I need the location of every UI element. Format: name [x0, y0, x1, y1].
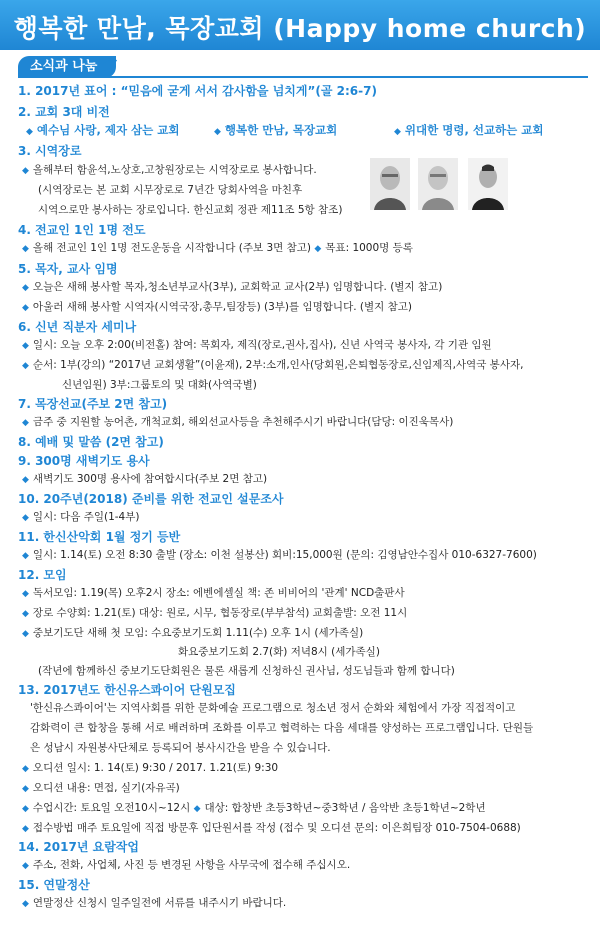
diamond-icon: ◆: [22, 244, 29, 254]
item-14-line-1: ◆ 주소, 전화, 사업체, 사진 등 변경된 사항을 사무국에 접수해 주십시오.: [22, 859, 351, 871]
diamond-icon: ◆: [26, 127, 33, 137]
item-13-line-5: ◆ 오디션 내용: 면접, 실기(자유곡): [22, 782, 180, 794]
item-12-line-5: (작년에 함께하신 중보기도단회원은 물론 새롭게 신청하신 권사님, 성도님들과 함께 합니다): [38, 665, 455, 677]
elder-photo-1: [370, 158, 410, 210]
diamond-icon: ◆: [22, 824, 29, 834]
item-6-line-1: ◆ 일시: 오늘 오후 2:00(비전홀) 참여: 목회자, 제직(장로,권사,집사), 신년 사역국 봉사자, 각 기관 임원: [22, 339, 492, 351]
item-15-heading: 15. 연말정산: [18, 878, 90, 892]
item-10-heading: 10. 20주년(2018) 준비를 위한 전교인 설문조사: [18, 492, 284, 506]
item-10-line-1: ◆ 일시: 다음 주일(1-4부): [22, 511, 140, 523]
vision-3: [394, 122, 544, 138]
diamond-icon: ◆: [22, 341, 29, 351]
item-12-line-4: 화요중보기도회 2.7(화) 저녁8시 (세가족실): [178, 646, 380, 658]
diamond-icon: ◆: [22, 361, 29, 371]
item-12-line-3: ◆ 중보기도단 새해 첫 모임: 수요중보기도회 1.11(수) 오후 1시 (세가족실): [22, 627, 364, 639]
diamond-icon: ◆: [214, 127, 221, 137]
item-15-line-1: ◆ 연말정산 신청시 일주일전에 서류를 내주시기 바랍니다.: [22, 897, 287, 909]
diamond-icon: ◆: [22, 166, 29, 176]
diamond-icon: ◆: [22, 551, 29, 561]
diamond-icon: ◆: [22, 418, 29, 428]
item-8-heading: 8. 예배 및 말씀 (2면 참고): [18, 435, 164, 449]
vision-3-label: 위대한 명령, 선교하는 교회: [404, 123, 544, 137]
diamond-icon: ◆: [22, 764, 29, 774]
item-11-line-1: ◆ 일시: 1.14(토) 오전 8:30 출발 (장소: 이천 설봉산) 회비:15,000원 (문의: 김영남안수집사 010-6327-7600): [22, 549, 537, 561]
diamond-icon: ◆: [193, 804, 201, 814]
vision-2: [214, 122, 337, 138]
diamond-icon: ◆: [22, 899, 29, 909]
item-12-line-2: ◆ 장로 수양회: 1.21(토) 대상: 원로, 시무, 협동장로(부부참석) 교회출발: 오전 11시: [22, 607, 408, 619]
item-2-heading: 2. 교회 3대 비전: [18, 105, 110, 119]
item-9-line-1: ◆ 새벽기도 300명 용사에 참여합시다(주보 2면 참고): [22, 473, 268, 485]
diamond-icon: ◆: [22, 861, 29, 871]
item-3-line-2: (시역장로는 본 교회 시무장로로 7년간 당회사역을 마친후: [38, 184, 303, 196]
item-3-line-1: ◆ 올해부터 함윤석,노상호,고창원장로는 시역장로로 봉사합니다.: [22, 164, 317, 176]
item-4-heading: 4. 전교인 1인 1명 전도: [18, 223, 146, 237]
leaf-icon: [96, 59, 118, 73]
item-13-line-3: 은 성남시 자원봉사단체로 등록되어 봉사시간을 받을 수 있습니다.: [30, 742, 331, 754]
diamond-icon: ◆: [22, 475, 29, 485]
item-12-line-1: ◆ 독서모임: 1.19(목) 오후2시 장소: 에벤에셀실 책: 존 비비어의 '관계' NCD출판사: [22, 587, 405, 599]
diamond-icon: ◆: [22, 804, 29, 814]
item-11-heading: 11. 한신산악회 1월 정기 등반: [18, 530, 181, 544]
vision-1: [26, 122, 180, 138]
item-5-line-2: ◆ 아울러 새해 봉사할 시역자(시역국장,총무,팀장등) (3부)를 임명합니다. (별지 참고): [22, 301, 412, 313]
elder-photo-2: [418, 158, 458, 210]
item-13-line-7: ◆ 접수방법 매주 토요일에 직접 방문후 입단원서를 작성 (접수 및 오디션 문의: 이은희팀장 010-7504-0688): [22, 822, 521, 834]
item-1-heading: 1. 2017년 표어 : “믿음에 굳게 서서 감사함을 넘치게”(골 2:6-7): [18, 84, 377, 98]
item-12-heading: 12. 모임: [18, 568, 67, 582]
diamond-icon: ◆: [22, 629, 29, 639]
item-3-line-3: 시역으로만 봉사하는 장로입니다. 한신교회 정관 제11조 5항 참조): [38, 204, 343, 216]
diamond-icon: ◆: [22, 283, 29, 293]
diamond-icon: ◆: [22, 784, 29, 794]
diamond-icon: ◆: [314, 244, 322, 254]
item-5-line-1: ◆ 오늘은 새해 봉사할 목자,청소년부교사(3부), 교회학교 교사(2부) 임명합니다. (별지 참고): [22, 281, 443, 293]
elder-photo-3: [468, 158, 508, 210]
item-6-heading: 6. 신년 직분자 세미나: [18, 320, 137, 334]
item-7-heading: 7. 목장선교(주보 2면 참고): [18, 397, 168, 411]
item-13-line-6: ◆ 수업시간: 토요일 오전10시~12시 ◆ 대상: 합창반 초등3학년~중3학년 / 음악반 초등1학년~2학년: [22, 802, 486, 814]
vision-2-label: 행복한 만남, 목장교회: [224, 123, 338, 137]
item-14-heading: 14. 2017년 요람작업: [18, 840, 139, 854]
item-7-line-1: ◆ 금주 중 지원할 농어촌, 개척교회, 해외선교사등을 추천해주시기 바랍니다(담당: 이진욱목사): [22, 416, 454, 428]
header-banner: [0, 0, 600, 50]
item-13-heading: 13. 2017년도 한신유스콰이어 단원모집: [18, 683, 236, 697]
diamond-icon: ◆: [394, 127, 401, 137]
diamond-icon: ◆: [22, 589, 29, 599]
diamond-icon: ◆: [22, 303, 29, 313]
diamond-icon: ◆: [22, 609, 29, 619]
item-5-heading: 5. 목자, 교사 임명: [18, 262, 118, 276]
item-6-line-2: ◆ 순서: 1부(강의) “2017년 교회생활”(이윤재), 2부:소개,인사(당회원,은퇴협동장로,신임제직,사역국 봉사자,: [22, 359, 524, 371]
item-9-heading: 9. 300명 새벽기도 용사: [18, 454, 150, 468]
diamond-icon: ◆: [22, 513, 29, 523]
item-4-line-1: ◆ 올해 전교인 1인 1명 전도운동을 시작합니다 (주보 3면 참고) ◆ 목표: 1000명 등록: [22, 242, 413, 254]
item-6-line-3: 신년임원) 3부:그룹토의 및 대화(사역국별): [62, 379, 257, 391]
page-title: 행복한 만남, 목장교회 (Happy home church): [13, 14, 587, 43]
section-divider: [18, 76, 588, 78]
item-3-heading: 3. 시역장로: [18, 144, 82, 158]
item-13-line-2: 감화력이 큰 합창을 통해 서로 배려하며 조화를 이루고 협력하는 다음 세대를 양성하는 프로그램입니다. 단원들: [30, 722, 534, 734]
item-13-line-4: ◆ 오디션 일시: 1. 14(토) 9:30 / 2017. 1.21(토) 9:30: [22, 762, 279, 774]
section-tag: 소식과 나눔: [18, 56, 116, 78]
vision-1-label: 예수님 사랑, 제자 삼는 교회: [36, 123, 180, 137]
item-13-line-1: '한신유스콰이어'는 지역사회를 위한 문화예술 프로그램으로 청소년 정서 순화와 체험에서 가장 직접적이고: [30, 702, 516, 714]
